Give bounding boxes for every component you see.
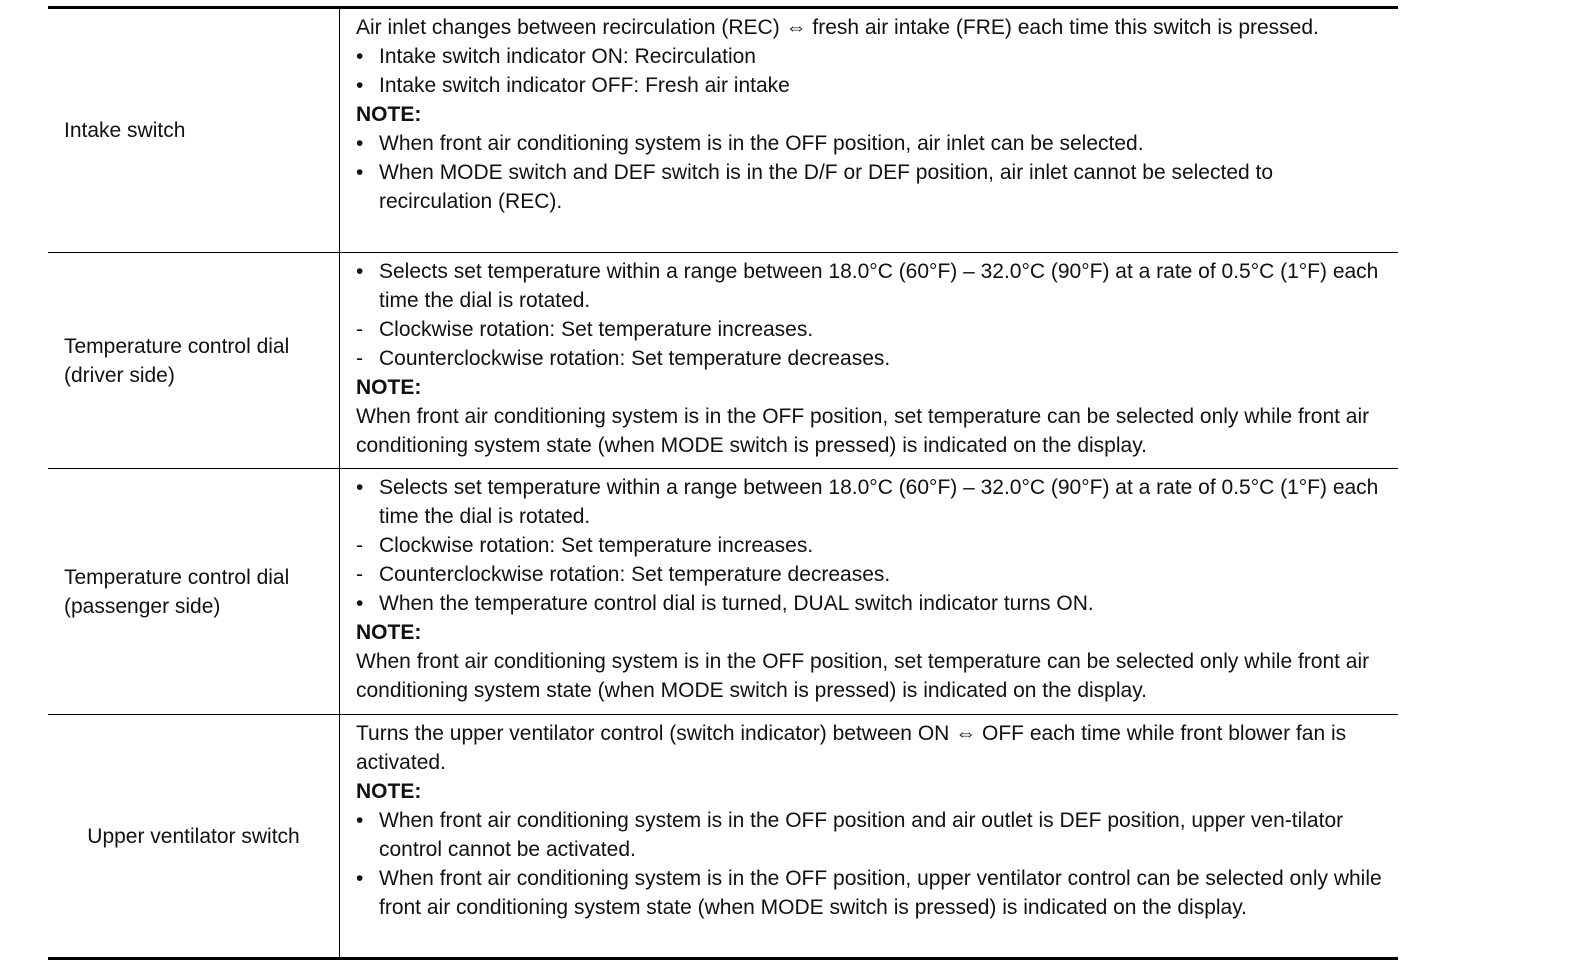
row-description bbox=[340, 9, 1398, 252]
note-label: NOTE: bbox=[356, 780, 422, 803]
dash-marker: - bbox=[356, 347, 363, 370]
bullet-text: Selects set temperature within a range between 18.0°C (60°F) – 32.0°C (90°F) at a rate of 0.5°C (1°F) each time the dial is rotated. bbox=[379, 476, 1379, 528]
bullet-item bbox=[356, 589, 1388, 618]
row-label-line1: Temperature control dial bbox=[64, 565, 290, 589]
note-bullet-text: When MODE switch and DEF switch is in the D/F or DEF position, air inlet cannot be selected to recirculation (REC). bbox=[379, 161, 1274, 213]
description-intro: Air inlet changes between recirculation (REC) ⇔ fresh air intake (FRE) each time this switch is pressed. bbox=[356, 16, 1319, 39]
note-bullet-item bbox=[356, 158, 1388, 216]
row-label bbox=[48, 253, 340, 468]
bullet-marker: • bbox=[356, 867, 364, 890]
dash-item bbox=[356, 315, 1388, 344]
row-label bbox=[48, 715, 340, 957]
note-bullet-item bbox=[356, 129, 1388, 158]
bullet-item bbox=[356, 71, 1388, 100]
dash-text: Counterclockwise rotation: Set temperature decreases. bbox=[379, 347, 891, 370]
row-description bbox=[340, 253, 1398, 468]
bullet-text: Intake switch indicator ON: Recirculation bbox=[379, 45, 756, 68]
description-intro: Turns the upper ventilator control (switch indicator) between ON ⇔ OFF each time while front blower fan is activated. bbox=[356, 722, 1347, 774]
dash-marker: - bbox=[356, 534, 363, 557]
note-label: NOTE: bbox=[356, 621, 422, 644]
table-row-temp-dial-driver bbox=[48, 253, 1398, 469]
bullet-marker: • bbox=[356, 132, 364, 155]
row-label bbox=[48, 469, 340, 714]
dash-item bbox=[356, 560, 1388, 589]
row-description bbox=[340, 715, 1398, 957]
dash-text: Clockwise rotation: Set temperature increases. bbox=[379, 318, 814, 341]
row-label-line2: (passenger side) bbox=[64, 594, 221, 618]
switch-function-table bbox=[48, 6, 1398, 960]
dash-text: Clockwise rotation: Set temperature increases. bbox=[379, 534, 814, 557]
note-bullet-text: When front air conditioning system is in the OFF position and air outlet is DEF position, upper ven-tilator control cannot be activated. bbox=[379, 809, 1344, 861]
row-label-text: Upper ventilator switch bbox=[87, 824, 300, 848]
dash-marker: - bbox=[356, 318, 363, 341]
dash-item bbox=[356, 531, 1388, 560]
row-label-line2: (driver side) bbox=[64, 363, 175, 387]
bullet-marker: • bbox=[356, 161, 364, 184]
bullet-item bbox=[356, 473, 1388, 531]
bullet-text: When the temperature control dial is turned, DUAL switch indicator turns ON. bbox=[379, 592, 1094, 615]
bullet-text: Selects set temperature within a range between 18.0°C (60°F) – 32.0°C (90°F) at a rate of 0.5°C (1°F) each time the dial is rotated. bbox=[379, 260, 1379, 312]
bullet-marker: • bbox=[356, 592, 364, 615]
note-label: NOTE: bbox=[356, 376, 422, 399]
note-bullet-text: When front air conditioning system is in the OFF position, air inlet can be selected. bbox=[379, 132, 1144, 155]
note-label: NOTE: bbox=[356, 103, 422, 126]
dash-marker: - bbox=[356, 563, 363, 586]
bullet-marker: • bbox=[356, 45, 364, 68]
dash-text: Counterclockwise rotation: Set temperature decreases. bbox=[379, 563, 891, 586]
note-text: When front air conditioning system is in the OFF position, set temperature can be selected only while front air conditioning system state (when MODE switch is pressed) is indicated on the display. bbox=[356, 405, 1370, 457]
note-text: When front air conditioning system is in the OFF position, set temperature can be selected only while front air conditioning system state (when MODE switch is pressed) is indicated on the display. bbox=[356, 650, 1370, 702]
bullet-item bbox=[356, 42, 1388, 71]
dash-item bbox=[356, 344, 1388, 373]
bullet-text: Intake switch indicator OFF: Fresh air intake bbox=[379, 74, 790, 97]
bullet-marker: • bbox=[356, 260, 364, 283]
table-row-intake-switch bbox=[48, 9, 1398, 253]
bullet-marker: • bbox=[356, 74, 364, 97]
bullet-marker: • bbox=[356, 476, 364, 499]
note-bullet-item bbox=[356, 864, 1388, 922]
row-label-text: Intake switch bbox=[64, 119, 186, 142]
bullet-item bbox=[356, 257, 1388, 315]
row-label-line1: Temperature control dial bbox=[64, 334, 290, 358]
row-description bbox=[340, 469, 1398, 714]
table-row-temp-dial-passenger bbox=[48, 469, 1398, 715]
table-row-upper-ventilator bbox=[48, 715, 1398, 957]
row-label bbox=[48, 9, 340, 252]
note-bullet-item bbox=[356, 806, 1388, 864]
note-bullet-text: When front air conditioning system is in the OFF position, upper ventilator control can be selected only while front air conditioning system state (when MODE switch is pressed) is indicated on the display. bbox=[379, 867, 1382, 919]
bullet-marker: • bbox=[356, 809, 364, 832]
